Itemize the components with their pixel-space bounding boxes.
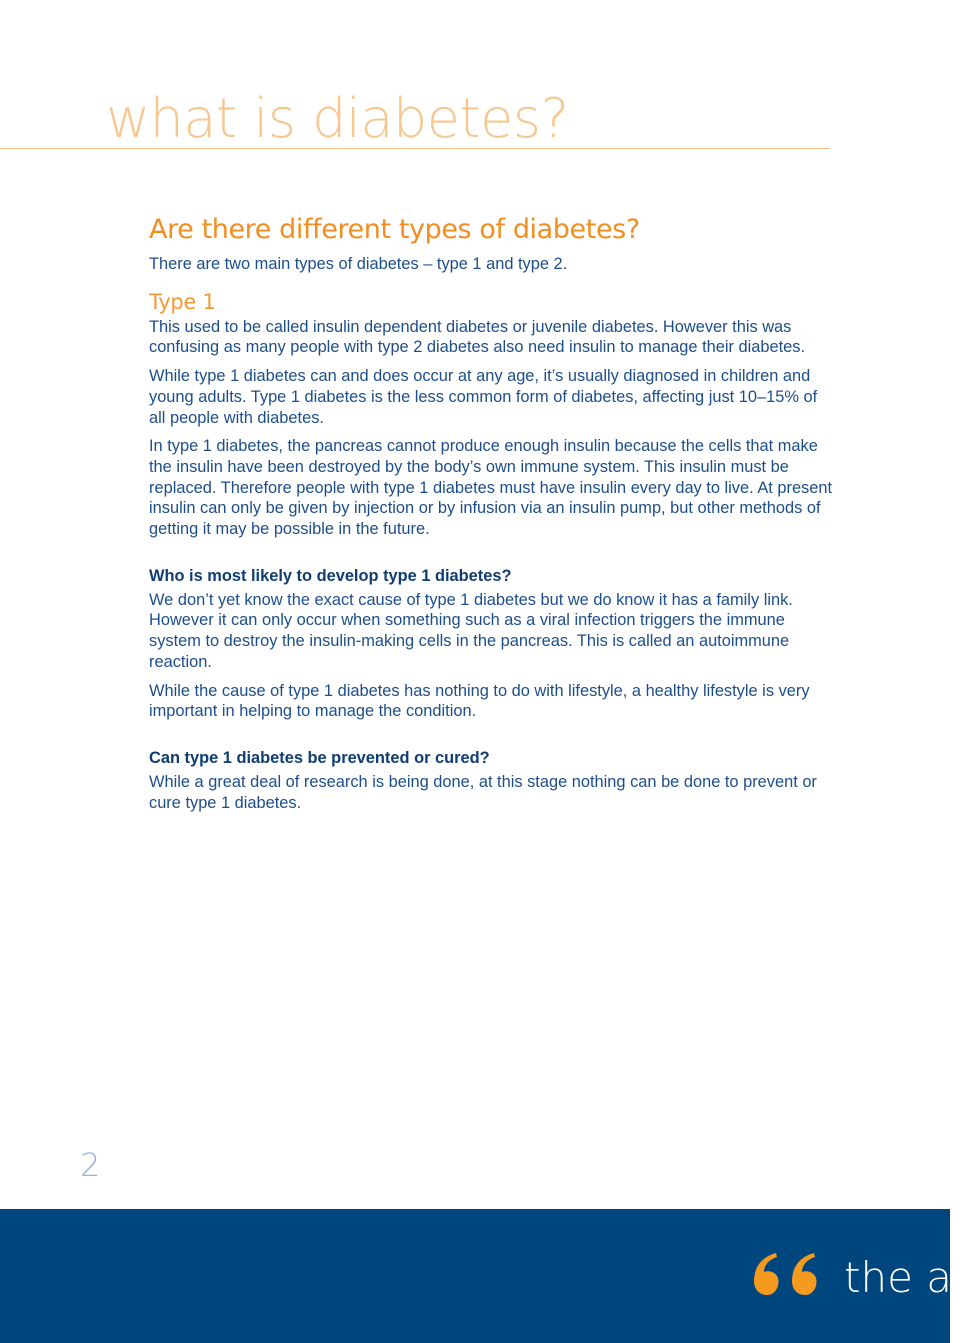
type1-paragraph: This used to be called insulin dependent diabetes or juvenile diabetes. However this was confusing as many people with type 2 diabetes also need insulin to manage their diabetes. <box>149 317 806 357</box>
prevent-paragraph: While a great deal of research is being done, at this stage nothing can be done to prevent or cure type 1 diabetes. <box>149 772 817 812</box>
title-rule <box>0 148 830 149</box>
prevent-question: Can type 1 diabetes be prevented or cured? <box>149 748 490 767</box>
section-intro: There are two main types of diabetes – type 1 and type 2. <box>149 255 568 273</box>
main-content <box>149 212 834 821</box>
likely-paragraph: While the cause of type 1 diabetes has nothing to do with lifestyle, a healthy lifestyle is very important in helping to manage the condition. <box>149 681 810 721</box>
page-title: what is diabetes? <box>106 87 569 150</box>
section-heading: Are there different types of diabetes? <box>149 214 640 245</box>
type1-paragraph: While type 1 diabetes can and does occur at any age, it’s usually diagnosed in children and young adults. Type 1 diabetes is the less common form of diabetes, affecting just 10–15% of all people with diabetes. <box>149 367 818 427</box>
type1-paragraph: In type 1 diabetes, the pancreas cannot produce enough insulin because the cells that make the insulin have been destroyed by the body’s own immune system. This insulin must be replaced. Therefore people with type 1 diabetes must have insulin every day to live. At present insulin can only be given by injection or by infusion via an insulin pump, but other methods of getting it may be possible in the future. <box>149 437 833 539</box>
type1-heading: Type 1 <box>149 289 216 314</box>
footer-band <box>0 1209 950 1343</box>
likely-paragraph: We don’t yet know the exact cause of type 1 diabetes but we do know it has a family link. However it can only occur when something such as a viral infection triggers the immune system to destroy the insulin-making cells in the pancreas. This is called an autoimmune reaction. <box>149 590 793 671</box>
page-number: 2 <box>80 1146 101 1184</box>
likely-question: Who is most likely to develop type 1 diabetes? <box>149 566 512 585</box>
footer-quote-text: the ai <box>844 1253 964 1302</box>
